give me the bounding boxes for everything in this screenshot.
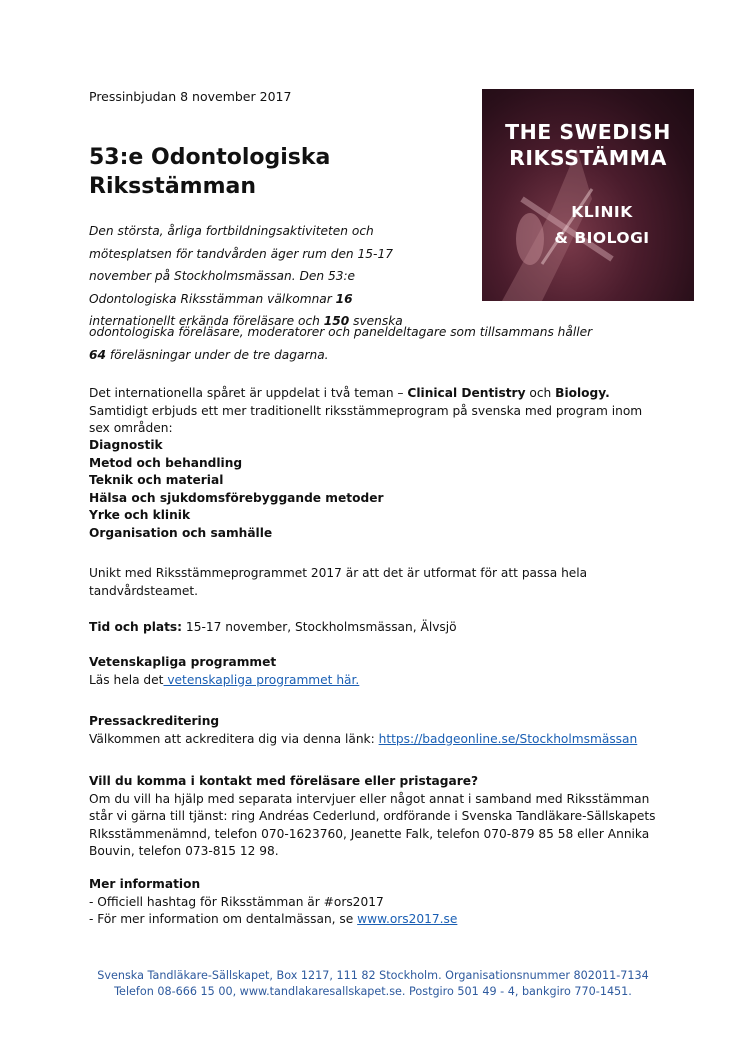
banner-line-1: THE SWEDISH (505, 120, 671, 144)
banner-line-2: RIKSSTÄMMA (509, 146, 667, 170)
lead-line: internationellt erkända föreläsare och (89, 314, 324, 328)
lead-paragraph (89, 220, 469, 333)
accreditation-section (89, 713, 669, 748)
lead-number: 64 (89, 347, 106, 362)
footer-line: Svenska Tandläkare-Sällskapet, Box 1217, 111 82 Stockholm. Organisationsnummer 802011-7134 (97, 969, 649, 982)
science-text: Läs hela det (89, 672, 164, 687)
accreditation-text: Välkommen att ackreditera dig via denna länk: (89, 731, 379, 746)
theme-biology: Biology. (555, 386, 610, 400)
time-place-value: 15-17 november, Stockholmsmässan, Älvsjö (182, 620, 457, 634)
lead-line: svenska (349, 314, 403, 328)
lead-line: föreläsningar under de tre dagarna. (105, 347, 329, 362)
list-item: Diagnostik (89, 438, 163, 452)
title-line-1: 53:e Odontologiska (89, 145, 331, 170)
science-heading: Vetenskapliga programmet (89, 655, 277, 669)
program-areas-list (89, 437, 669, 542)
more-info-dental (89, 911, 669, 929)
contact-heading: Vill du komma i kontakt med föreläsare eller pristagare? (89, 774, 479, 788)
intro-text: Det internationella spåret är uppdelat i två teman – (89, 386, 408, 400)
more-info-heading: Mer information (89, 877, 201, 891)
science-section (89, 654, 669, 689)
science-program-link[interactable]: vetenskapliga programmet här. (163, 672, 360, 687)
title-line-2: Riksstämman (89, 174, 257, 199)
intro-text: och (525, 386, 556, 400)
contact-text: Om du vill ha hjälp med separata intervjuer eller något annat i samband med Riksstämman (89, 791, 650, 806)
time-place (89, 619, 669, 637)
theme-clinical: Clinical Dentistry (407, 386, 526, 400)
list-item: Yrke och klinik (89, 508, 191, 522)
event-banner-image (482, 89, 694, 301)
contact-section (89, 773, 689, 861)
list-item: Teknik och material (89, 473, 224, 487)
lead-paragraph-cont (89, 321, 669, 366)
list-item: Organisation och samhälle (89, 525, 273, 540)
more-info-section (89, 876, 669, 929)
lead-line: mötesplatsen för tandvården äger rum den 15-17 (89, 246, 393, 261)
accreditation-link[interactable]: https://badgeonline.se/Stockholmsmässan (378, 731, 638, 746)
banner-line-4: & BIOLOGI (554, 229, 650, 247)
unique-text: Unikt med Riksstämmeprogrammet 2017 är att det är utformat för att passa hela (89, 566, 588, 580)
ors2017-link[interactable]: www.ors2017.se (357, 912, 458, 926)
intro-text: Samtidigt erbjuds ett mer traditionellt riksstämmeprogram på svenska med program inom (89, 403, 643, 418)
footer (40, 968, 706, 1000)
lead-number: 16 (335, 291, 353, 306)
lead-line: november på Stockholmsmässan. Den 53:e (89, 269, 356, 283)
footer-line: Telefon 08-666 15 00, www.tandlakaresallskapet.se. Postgiro 501 49 - 4, bankgiro 770-1451. (114, 985, 632, 998)
time-place-label: Tid och plats: (89, 620, 183, 634)
unique-text: tandvårdsteamet. (89, 583, 199, 598)
unique-paragraph (89, 565, 669, 600)
lead-line: Odontologiska Riksstämman välkomnar (89, 291, 336, 306)
banner-line-3: KLINIK (571, 203, 633, 221)
contact-text: står vi gärna till tjänst: ring Andréas Cederlund, ordförande i Svenska Tandläkare-Sällskapets (89, 809, 656, 823)
contact-text: Bouvin, telefon 073-815 12 98. (89, 844, 279, 858)
page-title (89, 143, 449, 201)
intro-text: sex områden: (89, 421, 173, 435)
lead-number: 150 (323, 314, 350, 328)
lead-line: Den största, årliga fortbildningsaktiviteten och (89, 224, 374, 238)
accreditation-heading: Pressackreditering (89, 714, 220, 728)
press-date: Pressinbjudan 8 november 2017 (89, 89, 292, 104)
lead-line: odontologiska föreläsare, moderatorer och paneldeltagare som tillsammans håller (89, 325, 593, 339)
more-info-text: - För mer information om dentalmässan, se (89, 912, 358, 926)
list-item: Metod och behandling (89, 455, 243, 470)
more-info-hashtag: - Officiell hashtag för Riksstämman är #ors2017 (89, 894, 384, 909)
contact-text: RIksstämmenämnd, telefon 070-1623760, Jeanette Falk, telefon 070-879 85 58 eller Annika (89, 826, 650, 841)
intro-paragraph (89, 385, 669, 438)
list-item: Hälsa och sjukdomsförebyggande metoder (89, 490, 384, 505)
